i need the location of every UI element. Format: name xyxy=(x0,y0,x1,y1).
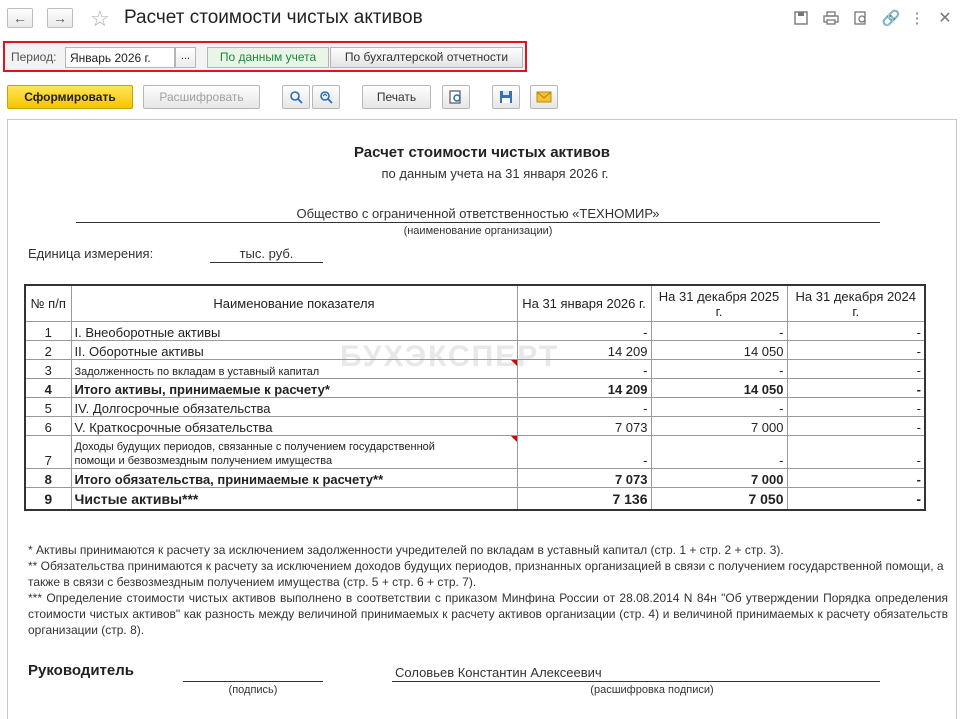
period-panel xyxy=(3,41,527,72)
table-row: 5 IV. Долгосрочные обязательства - - - xyxy=(25,398,925,417)
header-jan-2026: На 31 января 2026 г. xyxy=(517,285,651,322)
table-header-row xyxy=(25,285,925,322)
star-icon[interactable]: ☆ xyxy=(90,6,110,31)
table-row: 9 Чистые активы*** 7 136 7 050 - xyxy=(25,488,925,511)
unit-label: Единица измерения: xyxy=(28,246,154,261)
table-row: 2 II. Оборотные активы 14 209 14 050 - xyxy=(25,341,925,360)
search-next-icon xyxy=(319,90,333,104)
signature-caption: (подпись) xyxy=(228,684,278,696)
organization-caption: (наименование организации) xyxy=(403,225,553,237)
report-subtitle: по данным учета на 31 января 2026 г. xyxy=(381,166,609,181)
head-label: Руководитель xyxy=(28,662,134,679)
head-name: Соловьев Константин Алексеевич xyxy=(395,665,602,680)
table-row: 1 I. Внеоборотные активы - - - xyxy=(25,322,925,341)
net-assets-table xyxy=(24,284,926,511)
organization-name: Общество с ограниченной ответственностью «ТЕХНОМИР» xyxy=(296,206,660,221)
toggle-reporting[interactable]: По бухгалтерской отчетности xyxy=(330,47,523,68)
send-email-button[interactable] xyxy=(530,85,558,109)
search-button[interactable] xyxy=(282,85,310,109)
period-select-button[interactable]: ... xyxy=(175,47,196,68)
footnote-1: * Активы принимаются к расчету за исключением задолженности учредителей по вкладам в уставный капитал (стр. 1 + стр. 2 + стр. 3). xyxy=(28,543,784,557)
arrow-left-icon: ← xyxy=(13,10,27,26)
link-icon[interactable]: 🔗 xyxy=(881,10,901,27)
period-input[interactable]: Январь 2026 г. xyxy=(65,47,175,68)
table-row: 6 V. Краткосрочные обязательства 7 073 7 000 - xyxy=(25,417,925,436)
search-next-button[interactable] xyxy=(312,85,340,109)
floppy-icon xyxy=(499,90,513,104)
forward-button[interactable] xyxy=(47,8,73,28)
header-name: Наименование показателя xyxy=(71,285,517,322)
print-icon[interactable] xyxy=(822,9,840,27)
header-num: № п/п xyxy=(25,285,71,322)
footnote-3: *** Определение стоимости чистых активов выполнено в соответствии с приказом Минфина России от 28.08.2014 N 84н "Об утверждении Порядка определения стоимости чистых активов" как разность между величиной принимаемых к расчету активов организации (стр. 4) и величиной принимаемых к расчету обязательств организации (стр. 8). xyxy=(28,591,948,637)
search-icon xyxy=(289,90,303,104)
save-icon[interactable] xyxy=(792,9,810,27)
period-label: Период: xyxy=(11,50,57,64)
preview-icon[interactable] xyxy=(852,9,870,27)
generate-button[interactable]: Сформировать xyxy=(7,85,133,109)
unit-value: тыс. руб. xyxy=(239,246,294,261)
arrow-right-icon: → xyxy=(53,10,67,26)
header-dec-2024: На 31 декабря 2024 г. xyxy=(787,285,925,322)
table-row: 3 Задолженность по вкладам в уставный капитал - - - xyxy=(25,360,925,379)
save-file-button[interactable] xyxy=(492,85,520,109)
print-preview-button[interactable] xyxy=(442,85,470,109)
window-title: Расчет стоимости чистых активов xyxy=(124,7,423,28)
envelope-icon xyxy=(536,91,552,103)
back-button[interactable] xyxy=(7,8,33,28)
header-dec-2025: На 31 декабря 2025 г. xyxy=(651,285,787,322)
decode-button[interactable]: Расшифровать xyxy=(143,85,260,109)
toggle-accounting[interactable]: По данным учета xyxy=(207,47,329,68)
more-icon[interactable]: ⋮ xyxy=(909,10,925,27)
print-preview-icon xyxy=(449,90,463,104)
report-title: Расчет стоимости чистых активов xyxy=(353,144,611,161)
decode-caption: (расшифровка подписи) xyxy=(590,684,714,696)
table-row: 7 Доходы будущих периодов, связанные с получением государственной помощи и безвозмездным получением имущества - - - xyxy=(25,436,925,469)
table-row: 4 Итого активы, принимаемые к расчету* 14 209 14 050 - xyxy=(25,379,925,398)
watermark-logo: БУХЭКСПЕРТ xyxy=(340,340,560,373)
close-icon[interactable]: ✕ xyxy=(938,10,952,27)
print-button[interactable]: Печать xyxy=(362,85,431,109)
footnote-2: ** Обязательства принимаются к расчету за исключением доходов будущих периодов, признанных организацией в связи с получением государственной помощи, а также в связи с безвозмездным получением имущества (стр. 5 + стр. 6 + стр. 7). xyxy=(28,559,944,589)
table-row: 8 Итого обязательства, принимаемые к расчету** 7 073 7 000 - xyxy=(25,469,925,488)
